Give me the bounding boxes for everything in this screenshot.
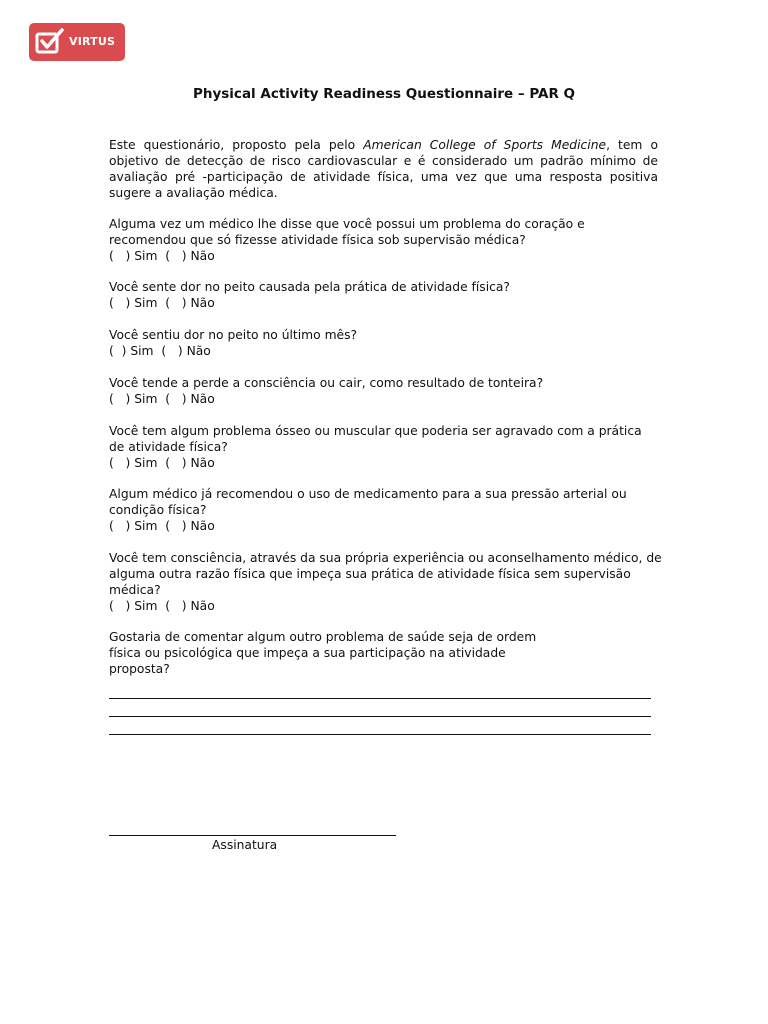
question-1 bbox=[109, 216, 589, 264]
comment-line-1[interactable] bbox=[109, 698, 651, 699]
signature-line[interactable] bbox=[109, 835, 396, 836]
comment-line-2[interactable] bbox=[109, 716, 651, 717]
question-2 bbox=[109, 279, 669, 311]
comment-line-3[interactable] bbox=[109, 734, 651, 735]
answer-options[interactable]: ( ) Sim ( ) Não bbox=[109, 392, 215, 406]
question-6 bbox=[109, 486, 639, 534]
question-4 bbox=[109, 375, 669, 407]
answer-options[interactable]: ( ) Sim ( ) Não bbox=[109, 344, 211, 358]
intro-text-start: Este questionário, proposto pela pelo bbox=[109, 138, 364, 152]
intro-text-end: , tem o objetivo de detecção de risco cardiovascular e é considerado um padrão mínimo de avaliação pré -participação de atividade física, uma vez que uma resposta positiva sugere a avaliação médica. bbox=[109, 138, 658, 200]
comment-prompt: Gostaria de comentar algum outro problema de saúde seja de ordem física ou psicológica que impeça a sua participação na atividade proposta? bbox=[109, 630, 537, 676]
answer-options[interactable]: ( ) Sim ( ) Não bbox=[109, 519, 215, 533]
answer-options[interactable]: ( ) Sim ( ) Não bbox=[109, 456, 215, 470]
question-text: Você sente dor no peito causada pela prática de atividade física? bbox=[109, 280, 510, 294]
question-7 bbox=[109, 550, 664, 614]
question-5 bbox=[109, 423, 654, 471]
question-text: Você sentiu dor no peito no último mês? bbox=[109, 328, 358, 342]
question-text: Alguma vez um médico lhe disse que você possui um problema do coração e recomendou que só fizesse atividade física sob supervisão médica? bbox=[109, 217, 585, 247]
checkbox-check-icon bbox=[35, 28, 65, 56]
question-text: Você tende a perde a consciência ou cair, como resultado de tonteira? bbox=[109, 376, 544, 390]
question-text: Você tem algum problema ósseo ou muscular que poderia ser agravado com a prática de atividade física? bbox=[109, 424, 642, 454]
answer-options[interactable]: ( ) Sim ( ) Não bbox=[109, 599, 215, 613]
answer-options[interactable]: ( ) Sim ( ) Não bbox=[109, 296, 215, 310]
logo-text: VIRTUS bbox=[69, 35, 116, 48]
intro-emphasis: American College of Sports Medicine bbox=[363, 138, 607, 152]
document-title: Physical Activity Readiness Questionnaire – PAR Q bbox=[192, 86, 576, 102]
signature-label: Assinatura bbox=[212, 838, 278, 852]
question-text: Você tem consciência, através da sua própria experiência ou aconselhamento médico, de alguma outra razão física que impeça sua prática de atividade física sem supervisão médica? bbox=[109, 551, 662, 597]
question-text: Algum médico já recomendou o uso de medicamento para a sua pressão arterial ou condição física? bbox=[109, 487, 627, 517]
answer-options[interactable]: ( ) Sim ( ) Não bbox=[109, 249, 215, 263]
intro-paragraph bbox=[109, 137, 658, 201]
virtus-logo bbox=[29, 23, 125, 61]
question-3 bbox=[109, 327, 669, 359]
